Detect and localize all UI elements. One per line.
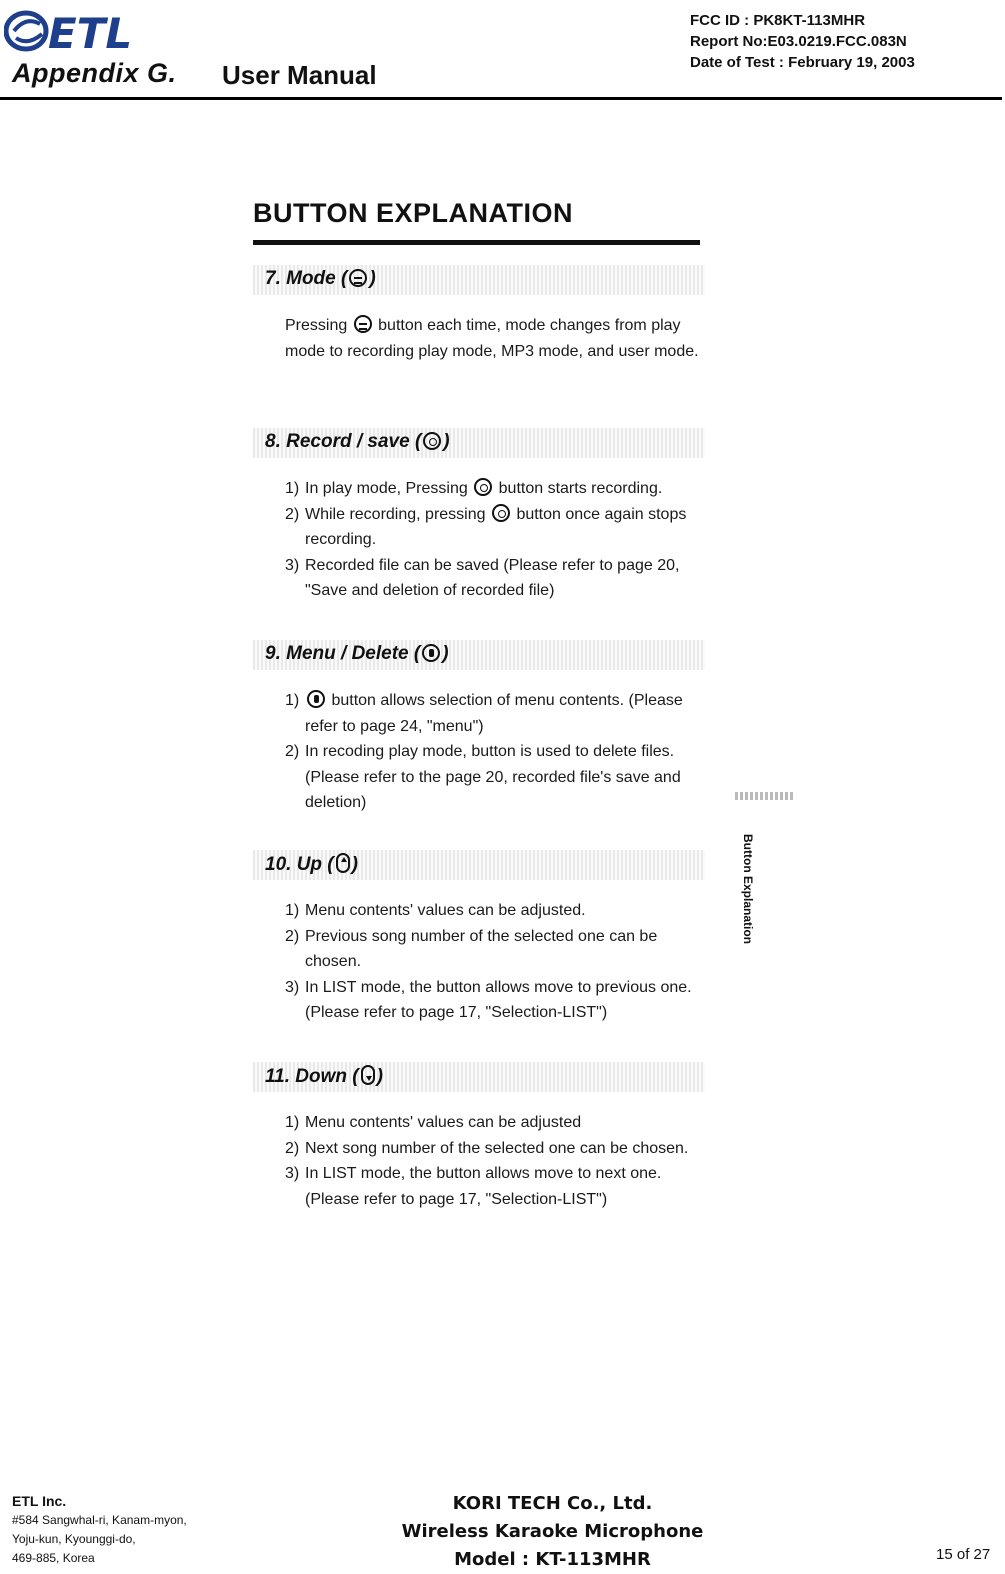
item-text: button starts recording.: [498, 480, 663, 497]
heading-text: 8. Record / save (: [265, 431, 422, 452]
list-item: [285, 898, 705, 924]
mode-button-icon: [349, 269, 367, 287]
header-divider: [0, 97, 1002, 100]
address-line: 469-885, Korea: [12, 1551, 95, 1565]
section-body: [285, 313, 705, 364]
list-item: [285, 688, 705, 739]
item-number: 3): [285, 978, 300, 996]
section-mode: [253, 265, 705, 364]
section-body: [285, 688, 705, 816]
section-body: [285, 1110, 705, 1212]
item-number: 1): [285, 480, 300, 497]
item-number: 3): [285, 556, 300, 574]
company-name: ETL Inc.: [12, 1493, 67, 1509]
menu-button-icon: [422, 644, 440, 662]
appendix-label: Appendix G.: [12, 58, 177, 88]
list-item: [285, 924, 705, 975]
up-button-icon: [336, 853, 350, 873]
record-button-icon: [423, 432, 441, 450]
side-tab-label: [728, 820, 755, 970]
menu-button-icon: [307, 690, 325, 708]
section-record-save: [253, 428, 705, 604]
etl-logo: [4, 6, 169, 56]
record-button-icon: [492, 504, 510, 522]
heading-text: 10. Up (: [265, 854, 334, 875]
heading-end: ): [376, 1066, 383, 1087]
item-number: 1): [285, 902, 300, 919]
maker-name: KORI TECH Co., Ltd.: [452, 1493, 653, 1514]
date-of-test: Date of Test : February 19, 2003: [690, 54, 915, 71]
title-divider: [253, 240, 700, 245]
section-body: [285, 898, 705, 1026]
list-item: [285, 975, 705, 1026]
item-text: In LIST mode, the button allows move to previous one. (Please refer to page 17, "Selection-LIST"): [305, 978, 692, 1021]
heading-end: ): [443, 431, 450, 452]
item-text: While recording, pressing: [305, 505, 486, 523]
heading-text: 7. Mode (: [265, 268, 348, 289]
item-text: In LIST mode, the button allows move to next one. (Please refer to page 17, "Selection-LIST"): [305, 1165, 662, 1208]
side-tab-marks: [735, 792, 793, 800]
item-text: Menu contents' values can be adjusted: [305, 1114, 582, 1131]
item-number: 1): [285, 1114, 300, 1131]
list-item: [285, 476, 705, 502]
section-up: [253, 850, 705, 1026]
section-heading: [253, 428, 705, 458]
fcc-id: FCC ID : PK8KT-113MHR: [690, 12, 866, 29]
report-no: Report No:E03.0219.FCC.083N: [690, 33, 907, 50]
footer-company: [12, 1492, 187, 1568]
item-number: 2): [285, 1139, 300, 1157]
list-item: [285, 502, 705, 553]
section-heading: [253, 1062, 705, 1092]
page-header: [0, 0, 1005, 102]
side-tab-text: Button Explanation: [741, 834, 755, 944]
user-manual-title: User Manual: [222, 60, 377, 90]
item-text: button once again stops recording.: [305, 505, 687, 548]
item-text: Recorded file can be saved (Please refer to page 20, "Save and deletion of recorded file): [305, 556, 680, 599]
section-heading: [253, 850, 705, 880]
heading-end: ): [369, 268, 376, 289]
heading-end: ): [351, 854, 358, 875]
item-number: 1): [285, 692, 300, 709]
item-number: 2): [285, 743, 300, 760]
address-line: #584 Sangwhal-ri, Kanam-myon,: [12, 1513, 187, 1527]
list-item: [285, 1161, 705, 1212]
item-text: In play mode, Pressing: [305, 480, 468, 497]
section-heading: [253, 265, 705, 295]
record-button-icon: [474, 478, 492, 496]
address-line: Yoju-kun, Kyounggi-do,: [12, 1532, 136, 1546]
item-text: Next song number of the selected one can be chosen.: [305, 1139, 689, 1157]
item-number: 2): [285, 505, 300, 523]
list-item: [285, 1110, 705, 1136]
mode-button-icon: [354, 315, 372, 333]
heading-text: 9. Menu / Delete (: [265, 643, 421, 664]
fcc-info: [690, 10, 915, 73]
model-number: Model : KT-113MHR: [454, 1549, 651, 1570]
down-button-icon: [361, 1065, 375, 1085]
section-menu-delete: [253, 640, 705, 816]
page-number: 15 of 27: [936, 1546, 991, 1563]
item-number: 3): [285, 1165, 300, 1182]
scanned-manual-page: [250, 190, 710, 1250]
item-number: 2): [285, 927, 300, 945]
heading-end: ): [442, 643, 449, 664]
list-item: [285, 739, 705, 816]
item-text: In recoding play mode, button is used to delete files. (Please refer to the page 20, recorded file's save and deletion): [305, 743, 681, 811]
para-text: button each time, mode changes from play mode to recording play mode, MP3 mode, and user mode.: [285, 317, 699, 360]
item-text: Menu contents' values can be adjusted.: [305, 902, 586, 919]
item-text: Previous song number of the selected one can be chosen.: [305, 927, 658, 970]
para-text: Pressing: [285, 317, 348, 334]
logo-text: ETL: [48, 9, 133, 56]
footer-product: [350, 1490, 755, 1574]
list-item: [285, 1136, 705, 1162]
product-name: Wireless Karaoke Microphone: [401, 1521, 704, 1542]
list-item: [285, 553, 705, 604]
section-down: [253, 1062, 705, 1212]
section-heading: [253, 640, 705, 670]
doc-title: BUTTON EXPLANATION: [253, 198, 574, 228]
item-text: button allows selection of menu contents. (Please refer to page 24, "menu"): [305, 692, 683, 735]
heading-text: 11. Down (: [265, 1066, 359, 1087]
section-body: [285, 476, 705, 604]
